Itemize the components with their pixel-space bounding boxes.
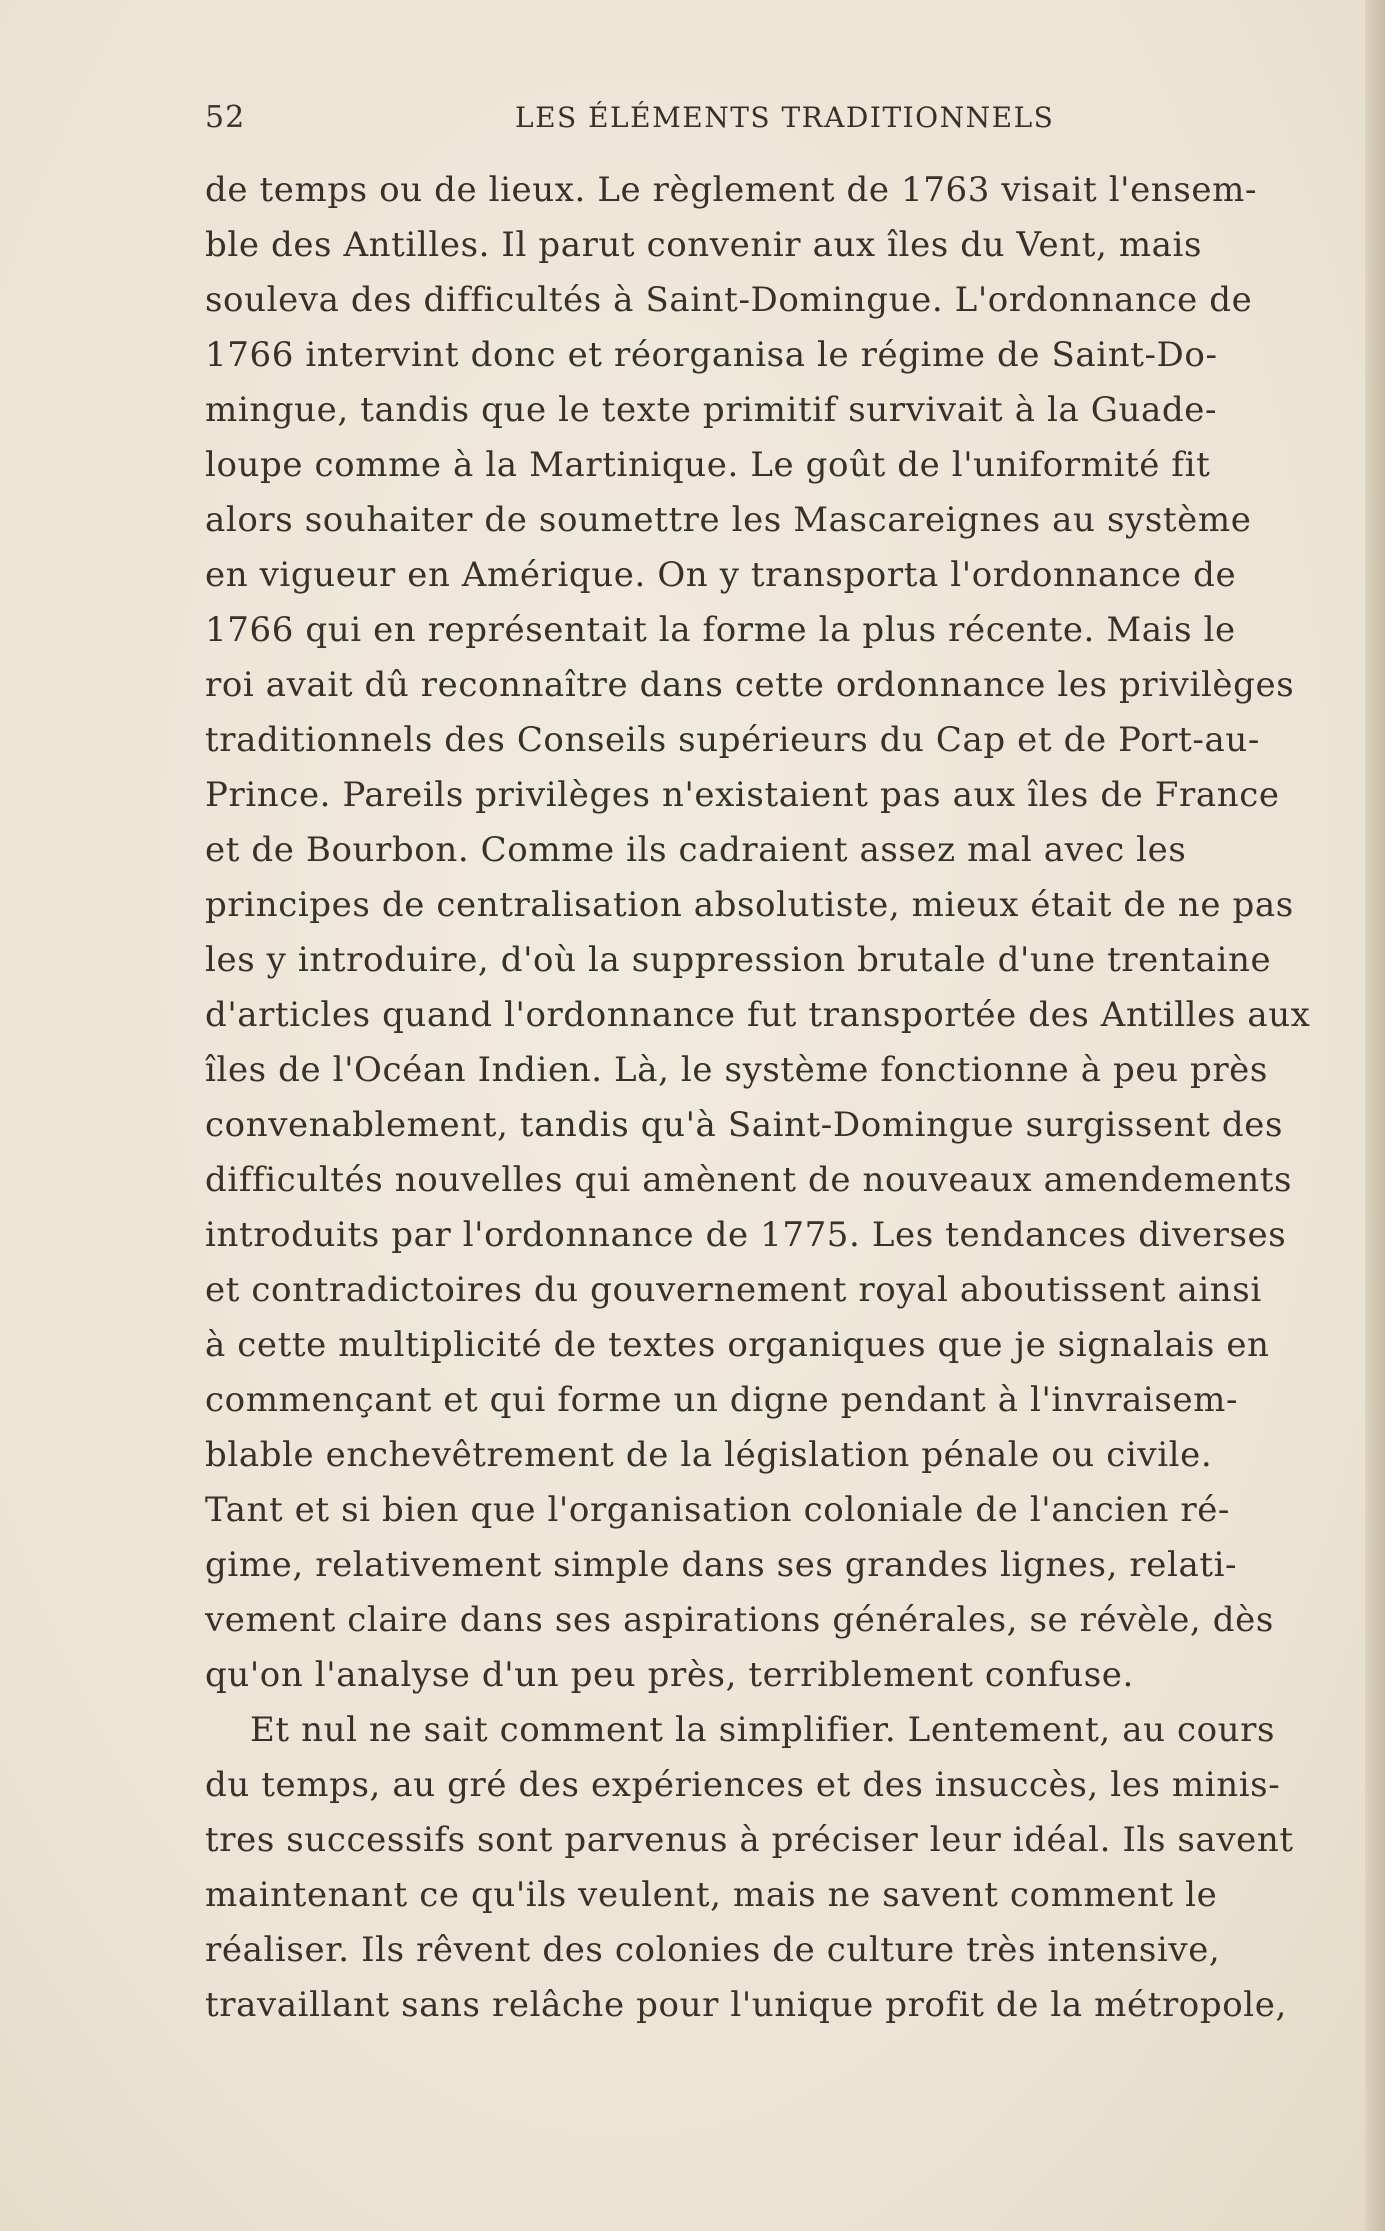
text-line: qu'on l'analyse d'un peu près, terriblement confuse. <box>205 1655 1134 1695</box>
text-line: roi avait dû reconnaître dans cette ordonnance les privilèges <box>205 665 1295 705</box>
text-line: mingue, tandis que le texte primitif survivait à la Guade- <box>205 390 1218 430</box>
text-line: blable enchevêtrement de la législation pénale ou civile. <box>205 1435 1213 1475</box>
text-line: convenablement, tandis qu'à Saint-Domingue surgissent des <box>205 1105 1283 1145</box>
body-text <box>205 163 1370 2033</box>
text-line: d'articles quand l'ordonnance fut transportée des Antilles aux <box>205 995 1311 1035</box>
text-line: traditionnels des Conseils supérieurs du Cap et de Port-au- <box>205 720 1260 760</box>
running-header <box>205 98 1355 138</box>
text-line: du temps, au gré des expériences et des insuccès, les minis- <box>205 1765 1281 1805</box>
text-line: maintenant ce qu'ils veulent, mais ne savent comment le <box>205 1875 1218 1915</box>
text-line: Tant et si bien que l'organisation coloniale de l'ancien ré- <box>205 1490 1231 1530</box>
running-title: LES ÉLÉMENTS TRADITIONNELS <box>515 101 1055 134</box>
text-line: souleva des difficultés à Saint-Domingue. L'ordonnance de <box>205 280 1253 320</box>
paragraph-first-line: Et nul ne sait comment la simplifier. Lentement, au cours <box>250 1710 1276 1750</box>
text-line: introduits par l'ordonnance de 1775. Les tendances diverses <box>205 1215 1287 1255</box>
text-line: travaillant sans relâche pour l'unique profit de la métropole, <box>205 1985 1287 2025</box>
text-line: Prince. Pareils privilèges n'existaient pas aux îles de France <box>205 775 1280 815</box>
text-line: ble des Antilles. Il parut convenir aux îles du Vent, mais <box>205 225 1203 265</box>
text-line: à cette multiplicité de textes organiques que je signalais en <box>205 1325 1270 1365</box>
text-line: vement claire dans ses aspirations générales, se révèle, dès <box>205 1600 1274 1640</box>
text-line: 1766 intervint donc et réorganisa le régime de Saint-Do- <box>205 335 1218 375</box>
text-line: et contradictoires du gouvernement royal aboutissent ainsi <box>205 1270 1262 1310</box>
text-line: difficultés nouvelles qui amènent de nouveaux amendements <box>205 1160 1293 1200</box>
text-line: gime, relativement simple dans ses grandes lignes, relati- <box>205 1545 1238 1585</box>
text-line: réaliser. Ils rêvent des colonies de culture très intensive, <box>205 1930 1221 1970</box>
text-line: de temps ou de lieux. Le règlement de 1763 visait l'ensem- <box>205 170 1258 210</box>
text-line: commençant et qui forme un digne pendant à l'invraisem- <box>205 1380 1239 1420</box>
text-line: et de Bourbon. Comme ils cadraient assez mal avec les <box>205 830 1187 870</box>
page-number: 52 <box>205 100 246 135</box>
text-line: principes de centralisation absolutiste, mieux était de ne pas <box>205 885 1294 925</box>
text-line: les y introduire, d'où la suppression brutale d'une trentaine <box>205 940 1272 980</box>
text-line: en vigueur en Amérique. On y transporta l'ordonnance de <box>205 555 1237 595</box>
text-line: alors souhaiter de soumettre les Mascareignes au système <box>205 500 1252 540</box>
text-line: loupe comme à la Martinique. Le goût de l'uniformité fit <box>205 445 1211 485</box>
text-line: îles de l'Océan Indien. Là, le système fonctionne à peu près <box>205 1050 1268 1090</box>
text-line: tres successifs sont parvenus à préciser leur idéal. Ils savent <box>205 1820 1294 1860</box>
text-line: 1766 qui en représentait la forme la plus récente. Mais le <box>205 610 1236 650</box>
